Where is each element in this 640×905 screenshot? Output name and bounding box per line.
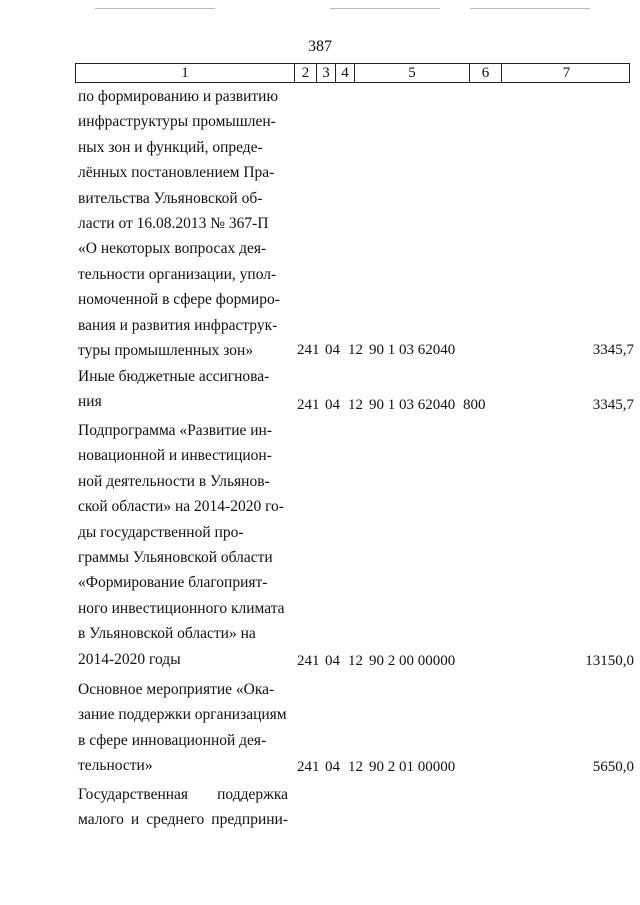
desc-line: по формированию и развитию [78,88,279,105]
cell-col-6: 800 [463,397,486,413]
desc-line: Иные бюджетные ассигнова- [78,368,270,385]
desc-line: ного инвестиционного климата [78,599,285,617]
cell-col-7: 3345,7 [592,342,634,358]
cell-col-2: 241 [297,653,320,669]
cell-col-4: 12 [348,759,363,775]
table-row [78,782,626,833]
desc-line: ды государственной про- [78,523,244,541]
scan-artifact [470,8,590,9]
cell-col-5: 90 1 03 62040 [369,342,456,358]
scan-artifact [95,8,215,9]
cell-col-5: 90 1 03 62040 [369,397,456,413]
row-values [78,755,634,780]
table-row [78,364,634,415]
table-row [78,84,634,363]
desc-line: туры промышленных зон» [78,342,254,360]
row-values [78,649,634,674]
desc-line: Государственная поддержка [78,786,288,803]
cell-col-3: 04 [325,759,340,775]
cell-col-7: 5650,0 [592,759,634,775]
table-row [78,677,634,779]
desc-line: граммы Ульяновской области [78,549,273,567]
row-description [78,84,288,363]
desc-line: тельности организации, упол- [78,265,277,283]
cell-col-4: 12 [348,653,363,669]
cell-col-7: 3345,7 [592,397,634,413]
header-col-7: 7 [501,64,631,82]
desc-line: инфраструктуры промышлен- [78,113,276,131]
header-col-5: 5 [354,64,469,82]
desc-line: «Формирование благоприят- [78,574,268,592]
table-row [78,418,634,672]
desc-line: в Ульяновской области» на [78,625,256,643]
row-values [78,338,634,363]
desc-line: вительства Ульяновской об- [78,189,263,207]
desc-line: ной деятельности в Ульянов- [78,472,270,490]
desc-line: «О некоторых вопросах дея- [78,240,267,258]
desc-line: зание поддержки организациям [78,706,287,724]
desc-line: ных зон и функций, опреде- [78,138,263,156]
desc-line: тельности» [78,757,153,775]
desc-line: Основное мероприятие «Ока- [78,681,275,698]
desc-line: малого и среднего предприни- [78,811,288,829]
cell-col-2: 241 [297,759,320,775]
header-col-3: 3 [316,64,335,82]
cell-col-3: 04 [325,342,340,358]
cell-col-4: 12 [348,397,363,413]
desc-line: номоченной в сфере формиро- [78,291,280,309]
desc-line: Подпрограмма «Развитие ин- [78,422,272,439]
table-header [75,63,630,83]
cell-col-5: 90 2 00 00000 [369,653,456,669]
cell-col-2: 241 [297,397,320,413]
desc-line: ской области» на 2014-2020 го- [78,498,284,516]
header-col-2: 2 [294,64,316,82]
desc-line: лённых постановлением Пра- [78,164,275,182]
cell-col-4: 12 [348,342,363,358]
desc-line: в сфере инновационной дея- [78,731,267,749]
cell-col-7: 13150,0 [585,653,634,669]
header-col-6: 6 [469,64,501,82]
page-number: 387 [308,38,332,55]
cell-col-5: 90 2 01 00000 [369,759,456,775]
row-description [78,782,288,833]
header-col-4: 4 [335,64,354,82]
cell-col-3: 04 [325,653,340,669]
cell-col-3: 04 [325,397,340,413]
row-description [78,418,288,672]
row-values [78,393,634,418]
desc-line: 2014-2020 годы [78,650,181,668]
desc-line: ния [78,393,102,411]
desc-line: новационной и инвестицион- [78,447,272,465]
scan-artifact [330,8,440,9]
desc-line: вания и развития инфраструк- [78,316,278,334]
desc-line: ласти от 16.08.2013 № 367-П [78,215,269,233]
header-col-1: 1 [181,65,189,81]
cell-col-2: 241 [297,342,320,358]
